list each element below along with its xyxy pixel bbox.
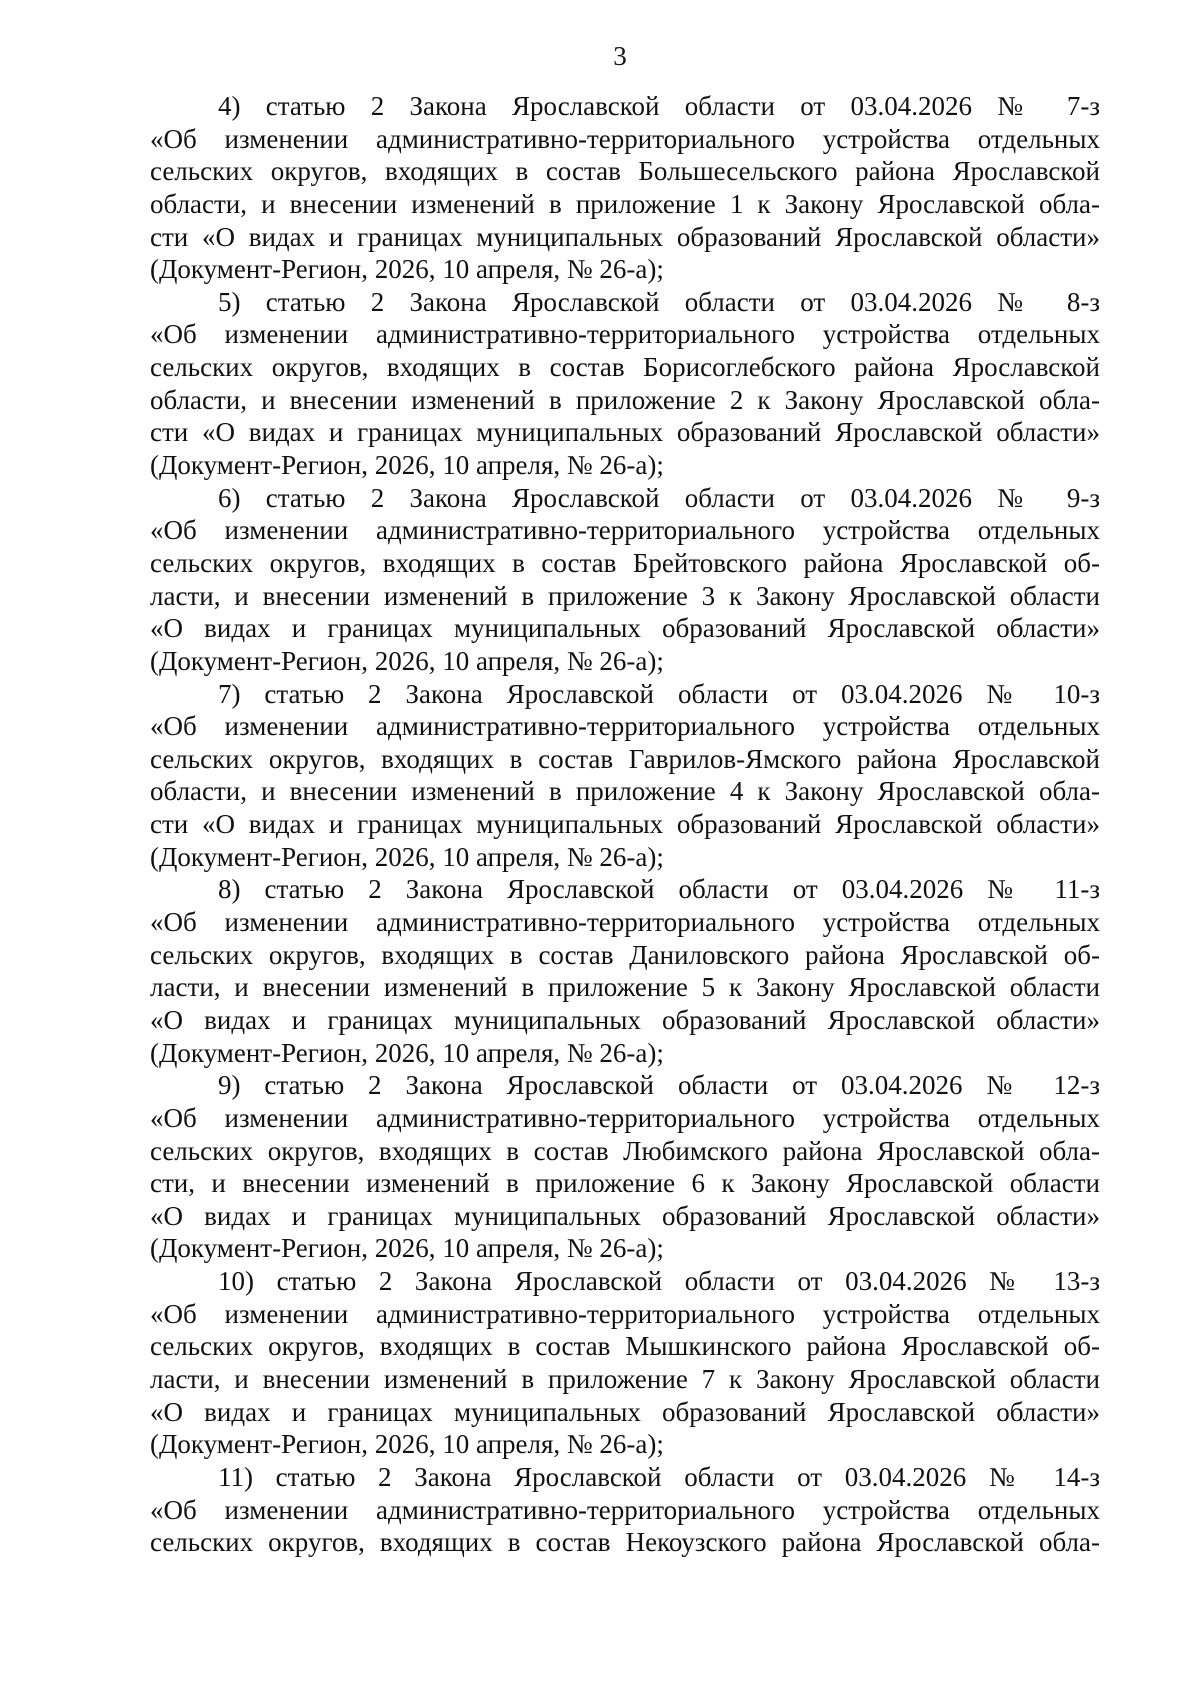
text-line: «О видах и границах муниципальных образований Ярославской области» [150,1396,1100,1427]
text-line: 8) статью 2 Закона Ярославской области от 03.04.2026 № 11-з [218,874,1100,905]
text-line: сельских округов, входящих в состав Борисоглебского района Ярославской [150,352,1100,383]
text-line: 4) статью 2 Закона Ярославской области от 03.04.2026 № 7-з [218,91,1100,121]
text-line: сельских округов, входящих в состав Гаврилов-Ямского района Ярославской [150,743,1100,774]
text-line: (Документ-Регион, 2026, 10 апреля, № 26-а); [150,841,664,872]
text-line: «Об изменении административно-территориального устройства отдельных [150,319,1100,350]
text-line: (Документ-Регион, 2026, 10 апреля, № 26-а); [150,450,664,481]
text-line: (Документ-Регион, 2026, 10 апреля, № 26-а); [150,1233,664,1264]
text-line: области, и внесении изменений в приложение 2 к Закону Ярославской обла- [150,384,1100,415]
text-line: области, и внесении изменений в приложение 1 к Закону Ярославской обла- [150,188,1100,219]
text-line: «Об изменении административно-территориального устройства отдельных [150,1298,1100,1329]
page-number: 3 [613,41,627,71]
text-line: «Об изменении административно-территориального устройства отдельных [150,515,1100,546]
text-line: 5) статью 2 Закона Ярославской области от 03.04.2026 № 8-з [218,286,1100,317]
text-line: 6) статью 2 Закона Ярославской области от 03.04.2026 № 9-з [218,482,1100,513]
text-line: (Документ-Регион, 2026, 10 апреля, № 26-а); [150,1037,664,1068]
text-line: «Об изменении административно-территориального устройства отдельных [150,123,1100,154]
text-line: «Об изменении административно-территориального устройства отдельных [150,1494,1100,1525]
text-line: сельских округов, входящих в состав Некоузского района Ярославской обла- [150,1527,1100,1558]
text-line: сельских округов, входящих в состав Брейтовского района Ярославской об- [150,547,1100,578]
text-line: сти «О видах и границах муниципальных образований Ярославской области» [150,417,1100,448]
text-line: (Документ-Регион, 2026, 10 апреля, № 26-а); [150,254,664,285]
text-line: 11) статью 2 Закона Ярославской области от 03.04.2026 № 14-з [218,1461,1100,1492]
text-line: сти, и внесении изменений в приложение 6 к Закону Ярославской области [150,1168,1100,1199]
text-line: (Документ-Регион, 2026, 10 апреля, № 26-а); [150,645,664,676]
text-line: «О видах и границах муниципальных образований Ярославской области» [150,1200,1100,1231]
document-body [150,90,1100,1559]
text-line: 7) статью 2 Закона Ярославской области от 03.04.2026 № 10-з [218,678,1100,709]
text-line: «Об изменении административно-территориального устройства отдельных [150,1102,1100,1133]
text-line: сельских округов, входящих в состав Любимского района Ярославской обла- [150,1135,1100,1166]
text-line: 9) статью 2 Закона Ярославской области от 03.04.2026 № 12-з [218,1070,1100,1101]
text-line: сельских округов, входящих в состав Даниловского района Ярославской об- [150,939,1100,970]
text-line: сельских округов, входящих в состав Мышкинского района Ярославской об- [150,1331,1100,1362]
text-line: ласти, и внесении изменений в приложение 7 к Закону Ярославской области [150,1363,1100,1394]
text-line: «О видах и границах муниципальных образований Ярославской области» [150,613,1100,644]
text-line: сельских округов, входящих в состав Большесельского района Ярославской [150,156,1100,187]
text-line: «Об изменении административно-территориального устройства отдельных [150,907,1100,938]
text-line: сти «О видах и границах муниципальных образований Ярославской области» [150,221,1100,252]
text-line: «Об изменении административно-территориального устройства отдельных [150,711,1100,742]
text-line: (Документ-Регион, 2026, 10 апреля, № 26-а); [150,1429,664,1460]
text-line: 10) статью 2 Закона Ярославской области от 03.04.2026 № 13-з [218,1266,1100,1297]
text-line: ласти, и внесении изменений в приложение 3 к Закону Ярославской области [150,580,1100,611]
text-line: ласти, и внесении изменений в приложение 5 к Закону Ярославской области [150,972,1100,1003]
text-line: сти «О видах и границах муниципальных образований Ярославской области» [150,809,1100,840]
text-line: «О видах и границах муниципальных образований Ярославской области» [150,1004,1100,1035]
text-line: области, и внесении изменений в приложение 4 к Закону Ярославской обла- [150,776,1100,807]
